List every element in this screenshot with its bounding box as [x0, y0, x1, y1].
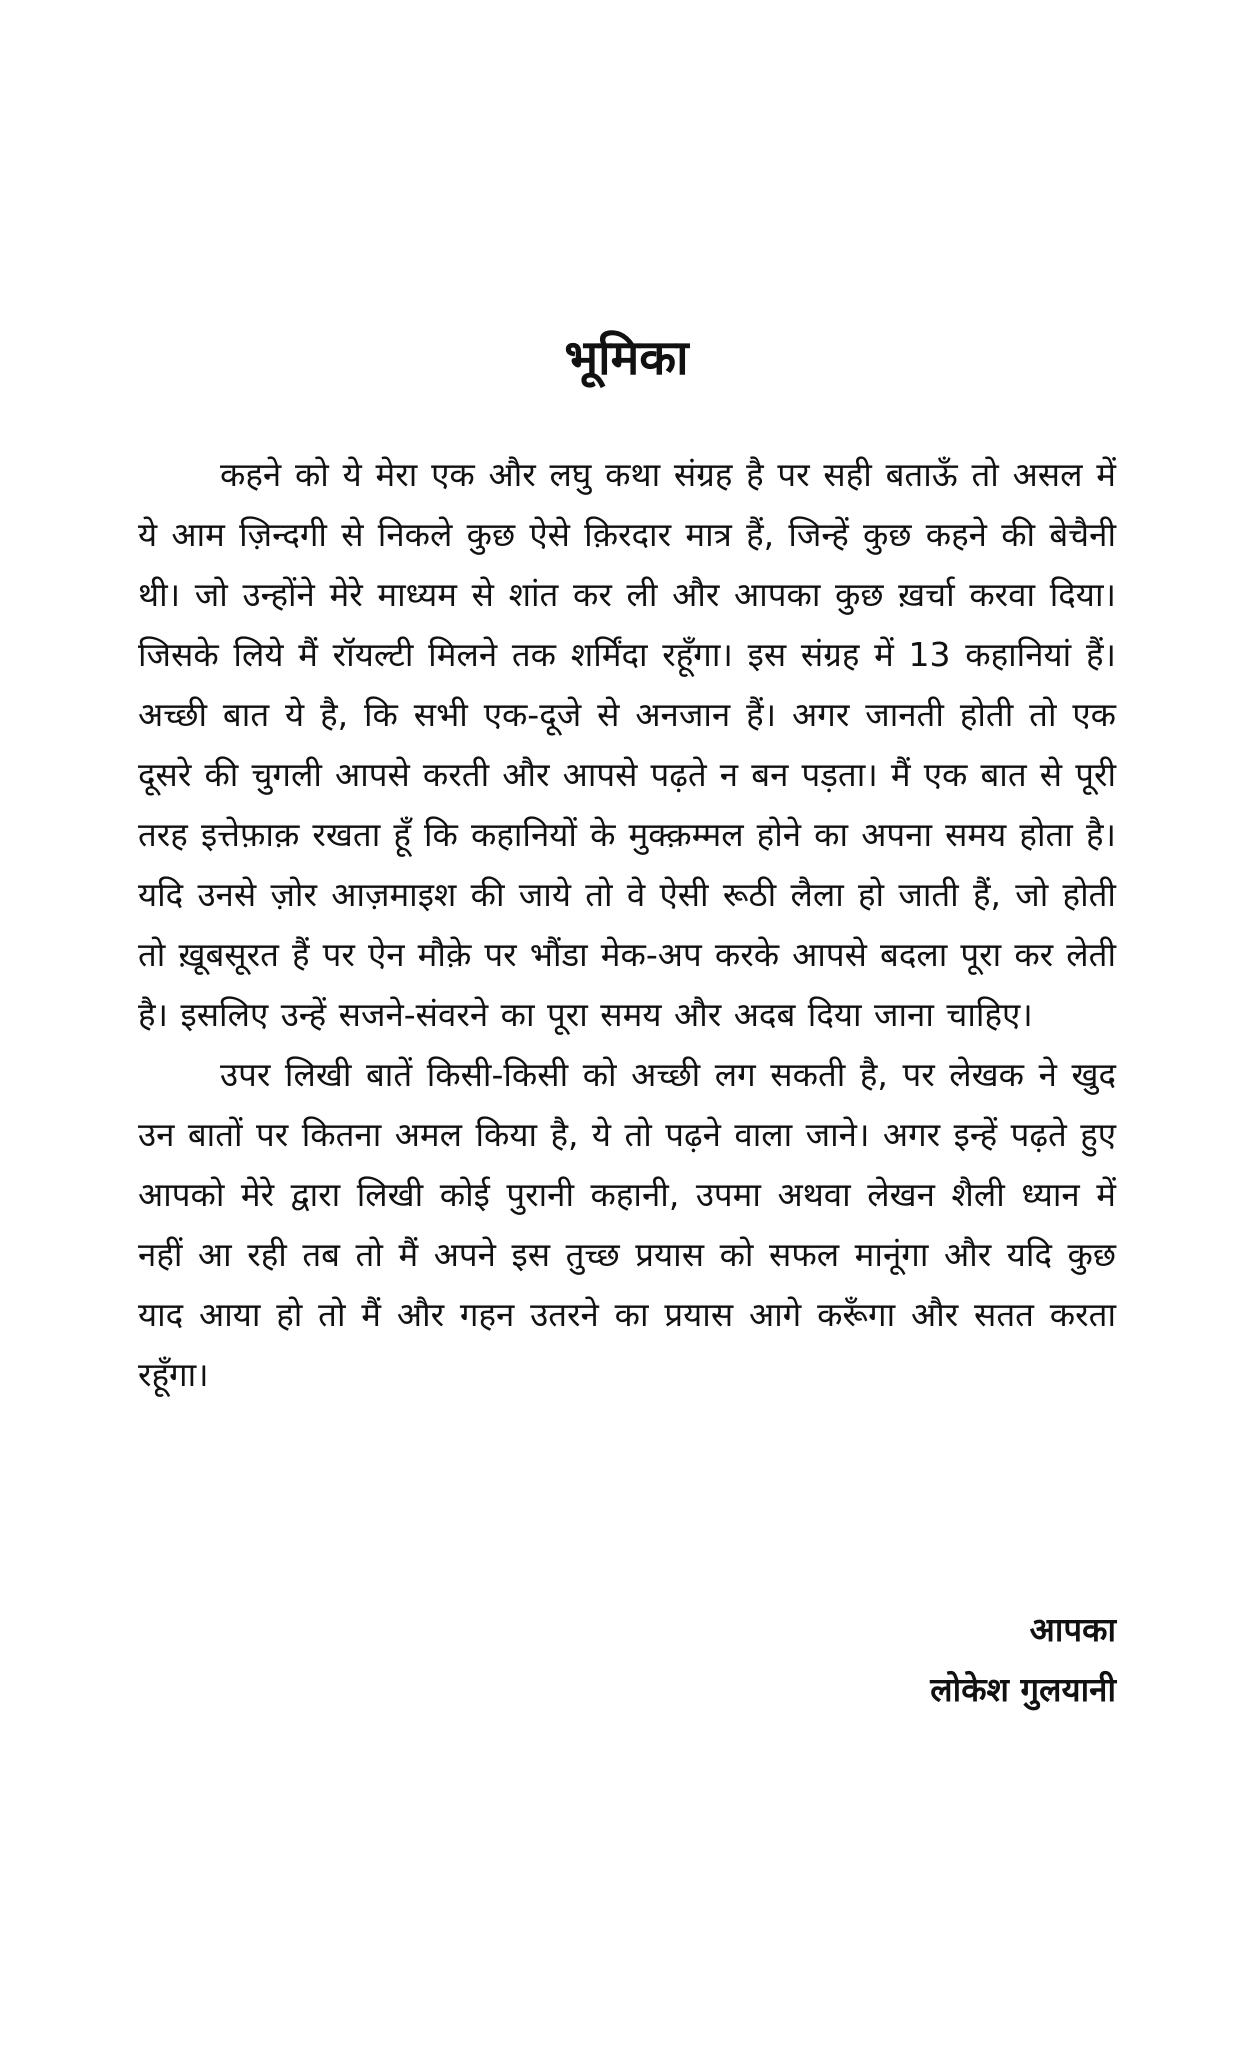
paragraph-2: उपर लिखी बातें किसी-किसी को अच्छी लग सकती है, पर लेखक ने खुद उन बातों पर कितना अमल किया है, ये तो पढ़ने वाला जाने। अगर इन्हें पढ़ते हुए आपको मेरे द्वारा लिखी कोई पुरानी कहानी, उपमा अथवा लेखन शैली ध्यान में नहीं आ रही तब तो मैं अपने इस तुच्छ प्रयास को सफल मानूंगा और यदि कुछ याद आया हो तो मैं और गहन उतरने का प्रयास आगे करूँगा और सतत करता रहूँगा।	[138, 1055, 1116, 1394]
paragraph-1: कहने को ये मेरा एक और लघु कथा संग्रह है पर सही बताऊँ तो असल में ये आम ज़िन्दगी से निकले कुछ ऐसे क़िरदार मात्र हैं, जिन्हें कुछ कहने की बेचैनी थी। जो उन्होंने मेरे माध्यम से शांत कर ली और आपका कुछ ख़र्चा करवा दिया। जिसके लिये मैं रॉयल्टी मिलने तक शर्मिंदा रहूँगा। इस संग्रह में 13 कहानियां हैं। अच्छी बात ये है, कि सभी एक-दूजे से अनजान हैं। अगर जानती होती तो एक दूसरे की चुगली आपसे करती और आपसे पढ़ते न बन पड़ता। मैं एक बात से पूरी तरह इत्तेफ़ाक़ रखता हूँ कि कहानियों के मुक्क़म्मल होने का अपना समय होता है। यदि उनसे ज़ोर आज़माइश की जाये तो वे ऐसी रूठी लैला हो जाती हैं, जो होती तो ख़ूबसूरत हैं पर ऐन मौक़े पर भौंडा मेक-अप करके आपसे बदला पूरा कर लेती है। इसलिए उन्हें सजने-संवरने का पूरा समय और अदब दिया जाना चाहिए।	[138, 455, 1116, 1034]
signature-block	[930, 1600, 1116, 1720]
signature-author: लोकेश गुलयानी	[930, 1670, 1116, 1709]
preface-body	[138, 445, 1116, 1405]
signature-closing: आपका	[1029, 1610, 1116, 1649]
page-title: भूमिका	[564, 330, 689, 386]
